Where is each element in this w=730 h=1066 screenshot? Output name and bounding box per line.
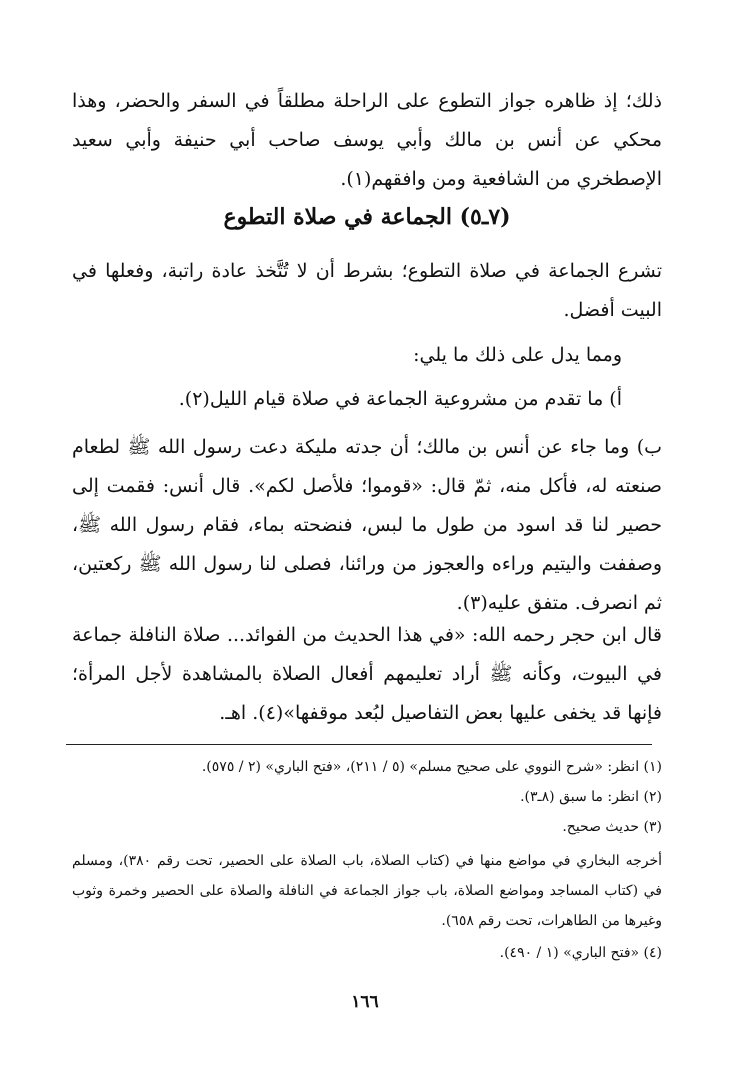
paragraph-1: ذلك؛ إذ ظاهره جواز التطوع على الراحلة مطلقاً في السفر والحضر، وهذا محكي عن أنس بن مالك وأبي يوسف صاحب أبي حنيفة وأبي سعيد الإصطخري من الشافعية ومن وافقهم(١). bbox=[72, 90, 662, 190]
paragraph-5: ب) وما جاء عن أنس بن مالك؛ أن جدته مليكة دعت رسول الله ﷺ لطعام صنعته له، فأكل منه، ثمّ قال: «قوموا؛ فلأصل لكم». قال أنس: فقمت إلى حصير لنا قد اسود من طول ما لبس، فنضحته بماء، فقام رسول الله ﷺ، وصففت واليتيم وراءه والعجوز من ورائنا، فصلى لنا رسول الله ﷺ ركعتين، ثم انصرف. متفق عليه(٣). bbox=[72, 436, 662, 614]
footnote-3-detail: أخرجه البخاري في مواضع منها في (كتاب الصلاة، باب الصلاة على الحصير، تحت رقم ٣٨٠)، ومسلم في (كتاب المساجد ومواضع الصلاة، باب جواز الجماعة في النافلة والصلاة على الحصير وخمرة وثوب وغيرها من الطاهرات، تحت رقم ٦٥٨). bbox=[72, 853, 663, 929]
page-number: ١٦٦ bbox=[351, 992, 379, 1012]
paragraph-6: قال ابن حجر رحمه الله: «في هذا الحديث من الفوائد... صلاة النافلة جماعة في البيوت، وكأنه ﷺ أراد تعليمهم أفعال الصلاة بالمشاهدة لأجل المرأة؛ فإنها قد يخفى عليها بعض التفاصيل لبُعد موقفها»(٤). اهـ. bbox=[72, 624, 662, 724]
footnote-3: (٣) حديث صحيح. bbox=[562, 819, 662, 835]
section-heading: (٧ـ٥) الجماعة في صلاة التطوع bbox=[223, 204, 511, 230]
paragraph-4: أ) ما تقدم من مشروعية الجماعة في صلاة قيام الليل(٢). bbox=[178, 388, 622, 410]
footnote-2: (٢) انظر: ما سبق (٨ـ٣). bbox=[520, 789, 662, 805]
footnote-4: (٤) «فتح الباري» (١ / ٤٩٠). bbox=[499, 945, 662, 961]
footnote-1: (١) انظر: «شرح النووي على صحيح مسلم» (٥ / ٢١١)، «فتح الباري» (٢ / ٥٧٥). bbox=[201, 759, 662, 775]
footnote-divider bbox=[66, 744, 652, 745]
paragraph-3: ومما يدل على ذلك ما يلي: bbox=[413, 344, 622, 366]
paragraph-2: تشرع الجماعة في صلاة التطوع؛ بشرط أن لا تُتَّخذ عادة راتبة، وفعلها في البيت أفضل. bbox=[72, 260, 662, 321]
